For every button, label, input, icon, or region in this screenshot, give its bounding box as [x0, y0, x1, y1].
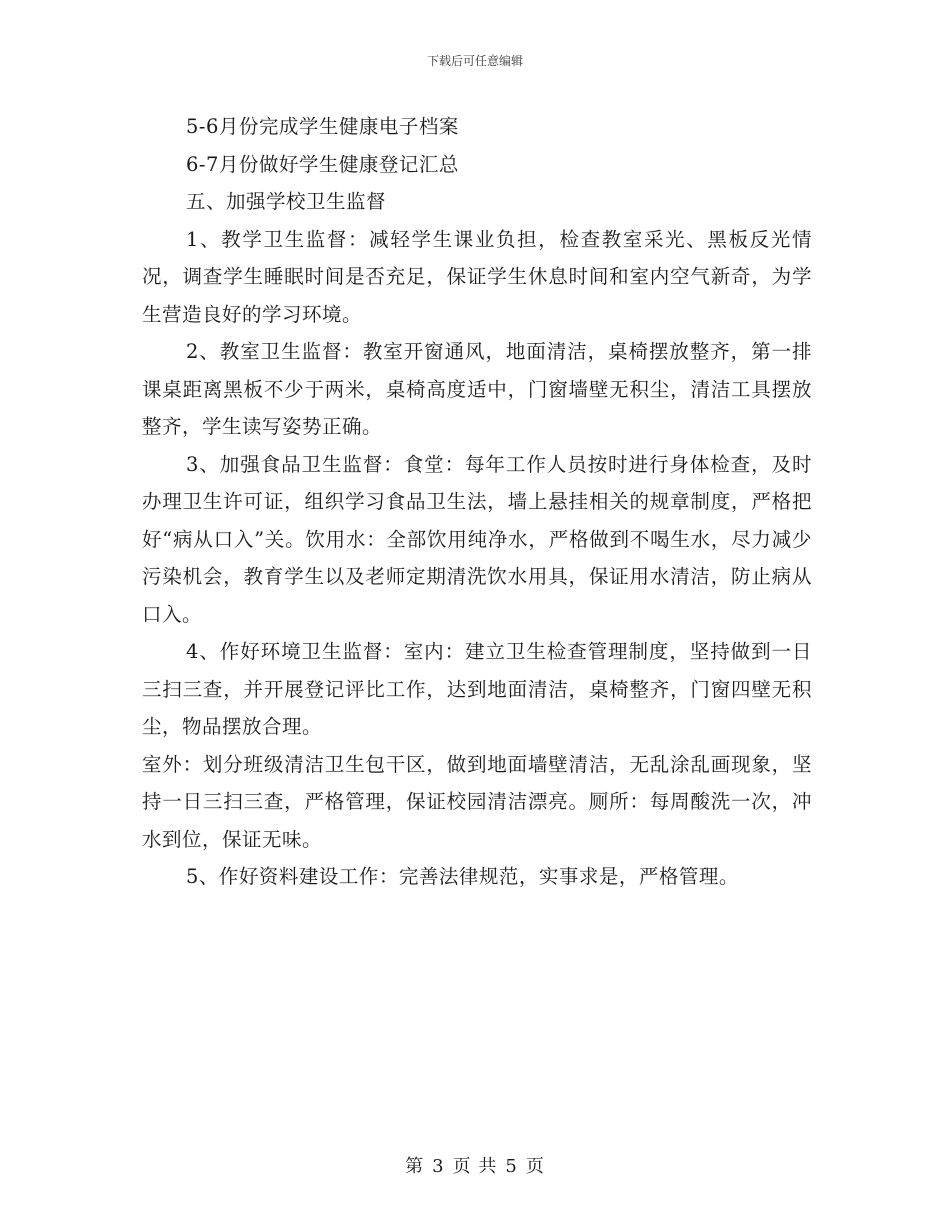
- paragraph-teaching-hygiene: 1、教学卫生监督：减轻学生课业负担，检查教室采光、黑板反光情况，调查学生睡眠时间是否充足，保证学生休息时间和室内空气新奇，为学生营造良好的学习环境。: [142, 227, 812, 326]
- footer-prefix: 第: [405, 1156, 425, 1177]
- paragraph-health-registration: 6-7月份做好学生健康登记汇总: [186, 152, 459, 176]
- paragraph-outdoor-hygiene: 室外：划分班级清洁卫生包干区，做到地面墙壁清洁，无乱涂乱画现象，坚持一日三扫三查，严格管理，保证校园清洁漂亮。厕所：每周酸洗一次，冲水到位，保证无味。: [142, 752, 812, 851]
- paragraph-documentation: 5、作好资料建设工作：完善法律规范，实事求是，严格管理。: [186, 865, 739, 888]
- paragraph-food-hygiene: 3、加强食品卫生监督：食堂：每年工作人员按时进行身体检查，及时办理卫生许可证，组织学习食品卫生法，墙上悬挂相关的规章制度，严格把好“病从口入”关。饮用水：全部饮用纯净水，严格做到不喝生水，尽力减少污染机会，教育学生以及老师定期清洗饮水用具，保证用水清洁，防止病从口入。: [142, 452, 812, 626]
- footer-page-number: 3: [432, 1156, 445, 1177]
- section-heading-supervision: 五、加强学校卫生监督: [186, 190, 387, 213]
- paragraph-environment-hygiene: 4、作好环境卫生监督：室内：建立卫生检查管理制度，坚持做到一日三扫三查，并开展登记评比工作，达到地面清洁，桌椅整齐，门窗四壁无积尘，物品摆放合理。: [142, 640, 812, 738]
- footer-total-pages: 5: [505, 1156, 518, 1177]
- paragraph-health-archive: 5-6月份完成学生健康电子档案: [186, 115, 459, 138]
- footer-middle: 页 共: [452, 1156, 498, 1177]
- footer-suffix: 页: [525, 1156, 545, 1177]
- paragraph-classroom-hygiene: 2、教室卫生监督：教室开窗通风，地面清洁，桌椅摆放整齐，第一排课桌距离黑板不少于两米，桌椅高度适中，门窗墙壁无积尘，清洁工具摆放整齐，学生读写姿势正确。: [142, 340, 812, 438]
- page-header-note: 下载后可任意编辑: [426, 54, 523, 68]
- document-body: [142, 108, 812, 896]
- page-footer: [0, 1152, 950, 1178]
